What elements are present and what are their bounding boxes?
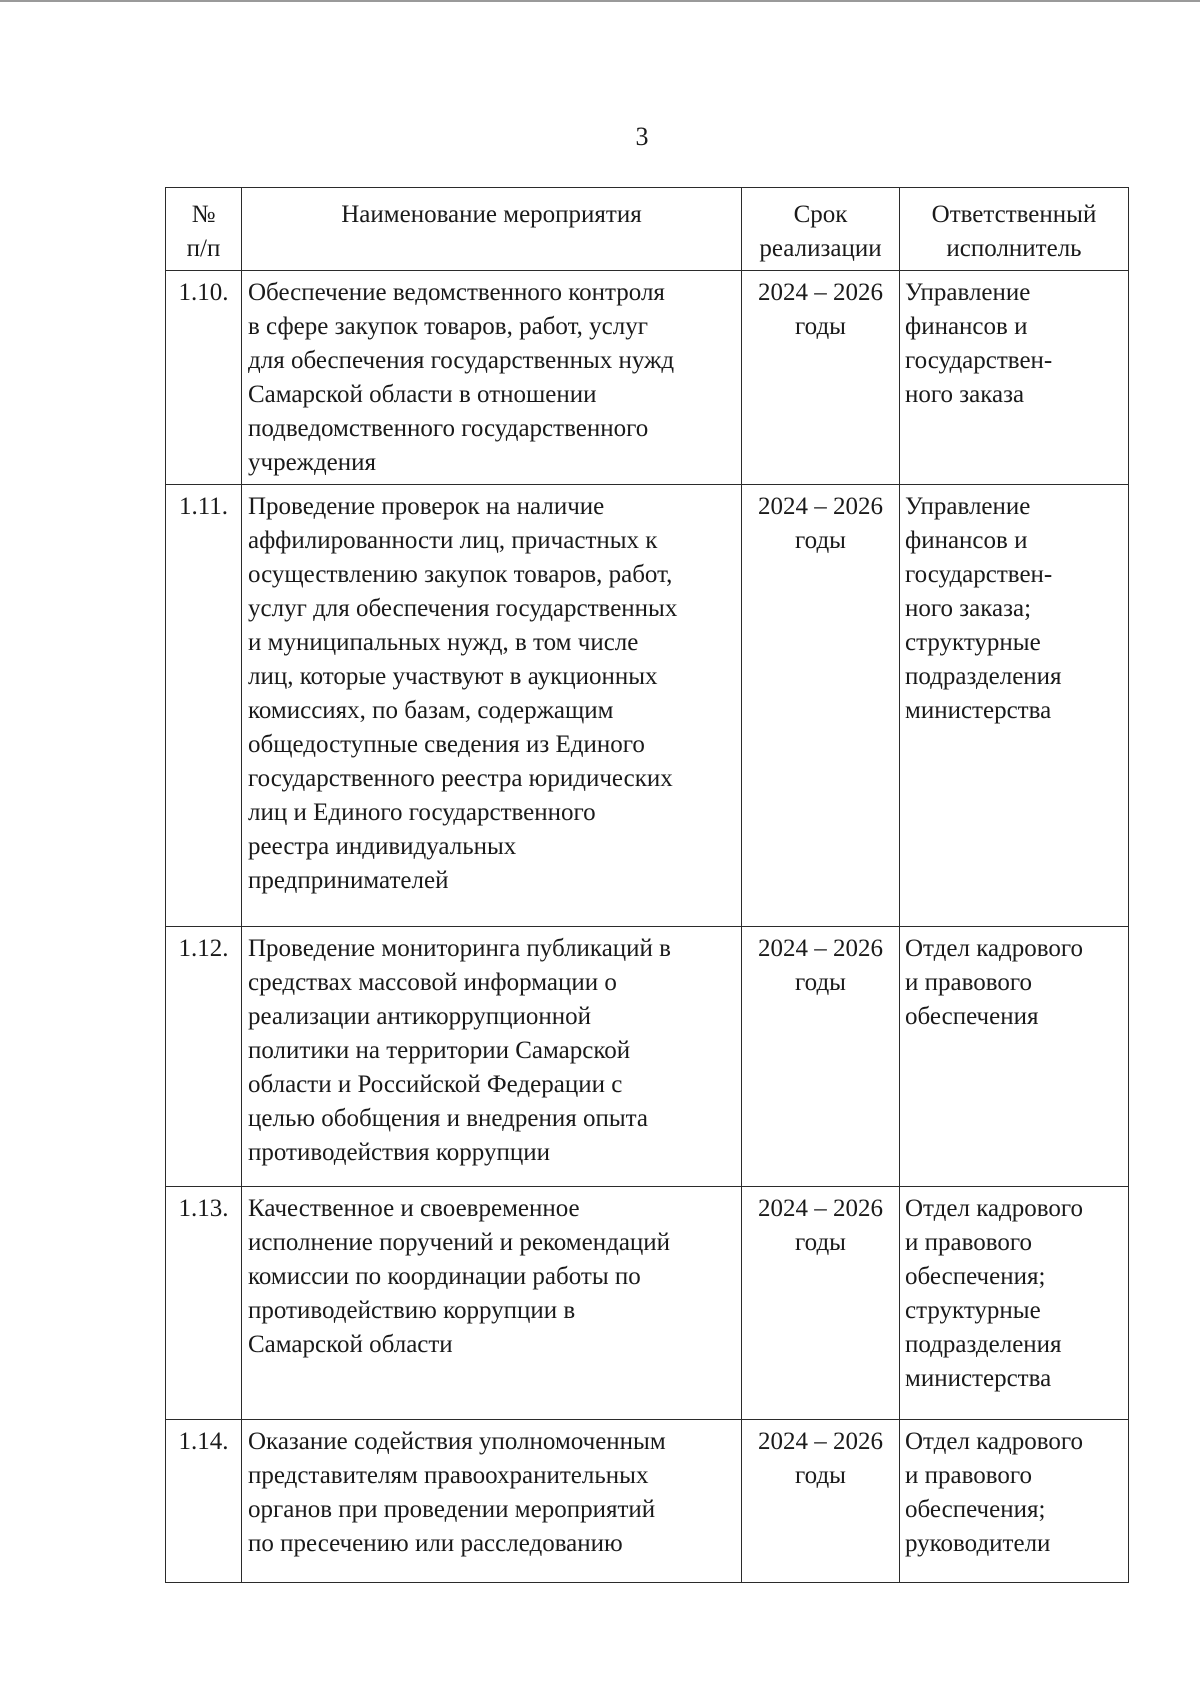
row-activity-name: Обеспечение ведомственного контроля в сфере закупок товаров, работ, услуг для обеспечения государственных нужд Самарской области в отношении подведомственного государственного учреждения xyxy=(242,271,742,485)
row-number: 1.10. xyxy=(166,271,242,485)
row-activity-name: Проведение проверок на наличие аффилированности лиц, причастных к осуществлению закупок товаров, работ, услуг для обеспечения государственных и муниципальных нужд, в том числе лиц, которые участвуют в аукционных комиссиях, по базам, содержащим общедоступные сведения из Единого государственного реестра юридических лиц и Единого государственного реестра индивидуальных предпринимателей xyxy=(242,485,742,927)
row-responsible: Управление финансов и государствен- ного заказа xyxy=(900,271,1129,485)
page-number: 3 xyxy=(635,122,649,151)
row-responsible: Отдел кадрового и правового обеспечения; руководители xyxy=(900,1420,1129,1583)
header-number: № п/п xyxy=(166,188,242,271)
table-row xyxy=(166,271,1129,485)
row-responsible: Отдел кадрового и правового обеспечения xyxy=(900,927,1129,1187)
row-number: 1.14. xyxy=(166,1420,242,1583)
activities-table xyxy=(165,187,1129,1583)
row-number: 1.12. xyxy=(166,927,242,1187)
row-number: 1.11. xyxy=(166,485,242,927)
scan-top-edge xyxy=(0,0,1200,2)
row-activity-name: Качественное и своевременное исполнение поручений и рекомендаций комиссии по координации работы по противодействию коррупции в Самарской области xyxy=(242,1187,742,1420)
row-term: 2024 – 2026 годы xyxy=(742,1420,900,1583)
table-row xyxy=(166,927,1129,1187)
row-term: 2024 – 2026 годы xyxy=(742,927,900,1187)
row-term: 2024 – 2026 годы xyxy=(742,485,900,927)
row-activity-name: Оказание содействия уполномоченным представителям правоохранительных органов при проведении мероприятий по пресечению или расследованию xyxy=(242,1420,742,1583)
row-responsible: Управление финансов и государствен- ного заказа; структурные подразделения министерства xyxy=(900,485,1129,927)
header-term: Срок реализации xyxy=(742,188,900,271)
table-row xyxy=(166,485,1129,927)
row-number: 1.13. xyxy=(166,1187,242,1420)
row-activity-name: Проведение мониторинга публикаций в средствах массовой информации о реализации антикоррупционной политики на территории Самарской области и Российской Федерации с целью обобщения и внедрения опыта противодействия коррупции xyxy=(242,927,742,1187)
row-term: 2024 – 2026 годы xyxy=(742,1187,900,1420)
table-row xyxy=(166,1420,1129,1583)
row-responsible: Отдел кадрового и правового обеспечения; структурные подразделения министерства xyxy=(900,1187,1129,1420)
header-activity-name: Наименование мероприятия xyxy=(242,188,742,271)
table-header-row xyxy=(166,188,1129,271)
header-responsible: Ответственный исполнитель xyxy=(900,188,1129,271)
row-term: 2024 – 2026 годы xyxy=(742,271,900,485)
table-row xyxy=(166,1187,1129,1420)
